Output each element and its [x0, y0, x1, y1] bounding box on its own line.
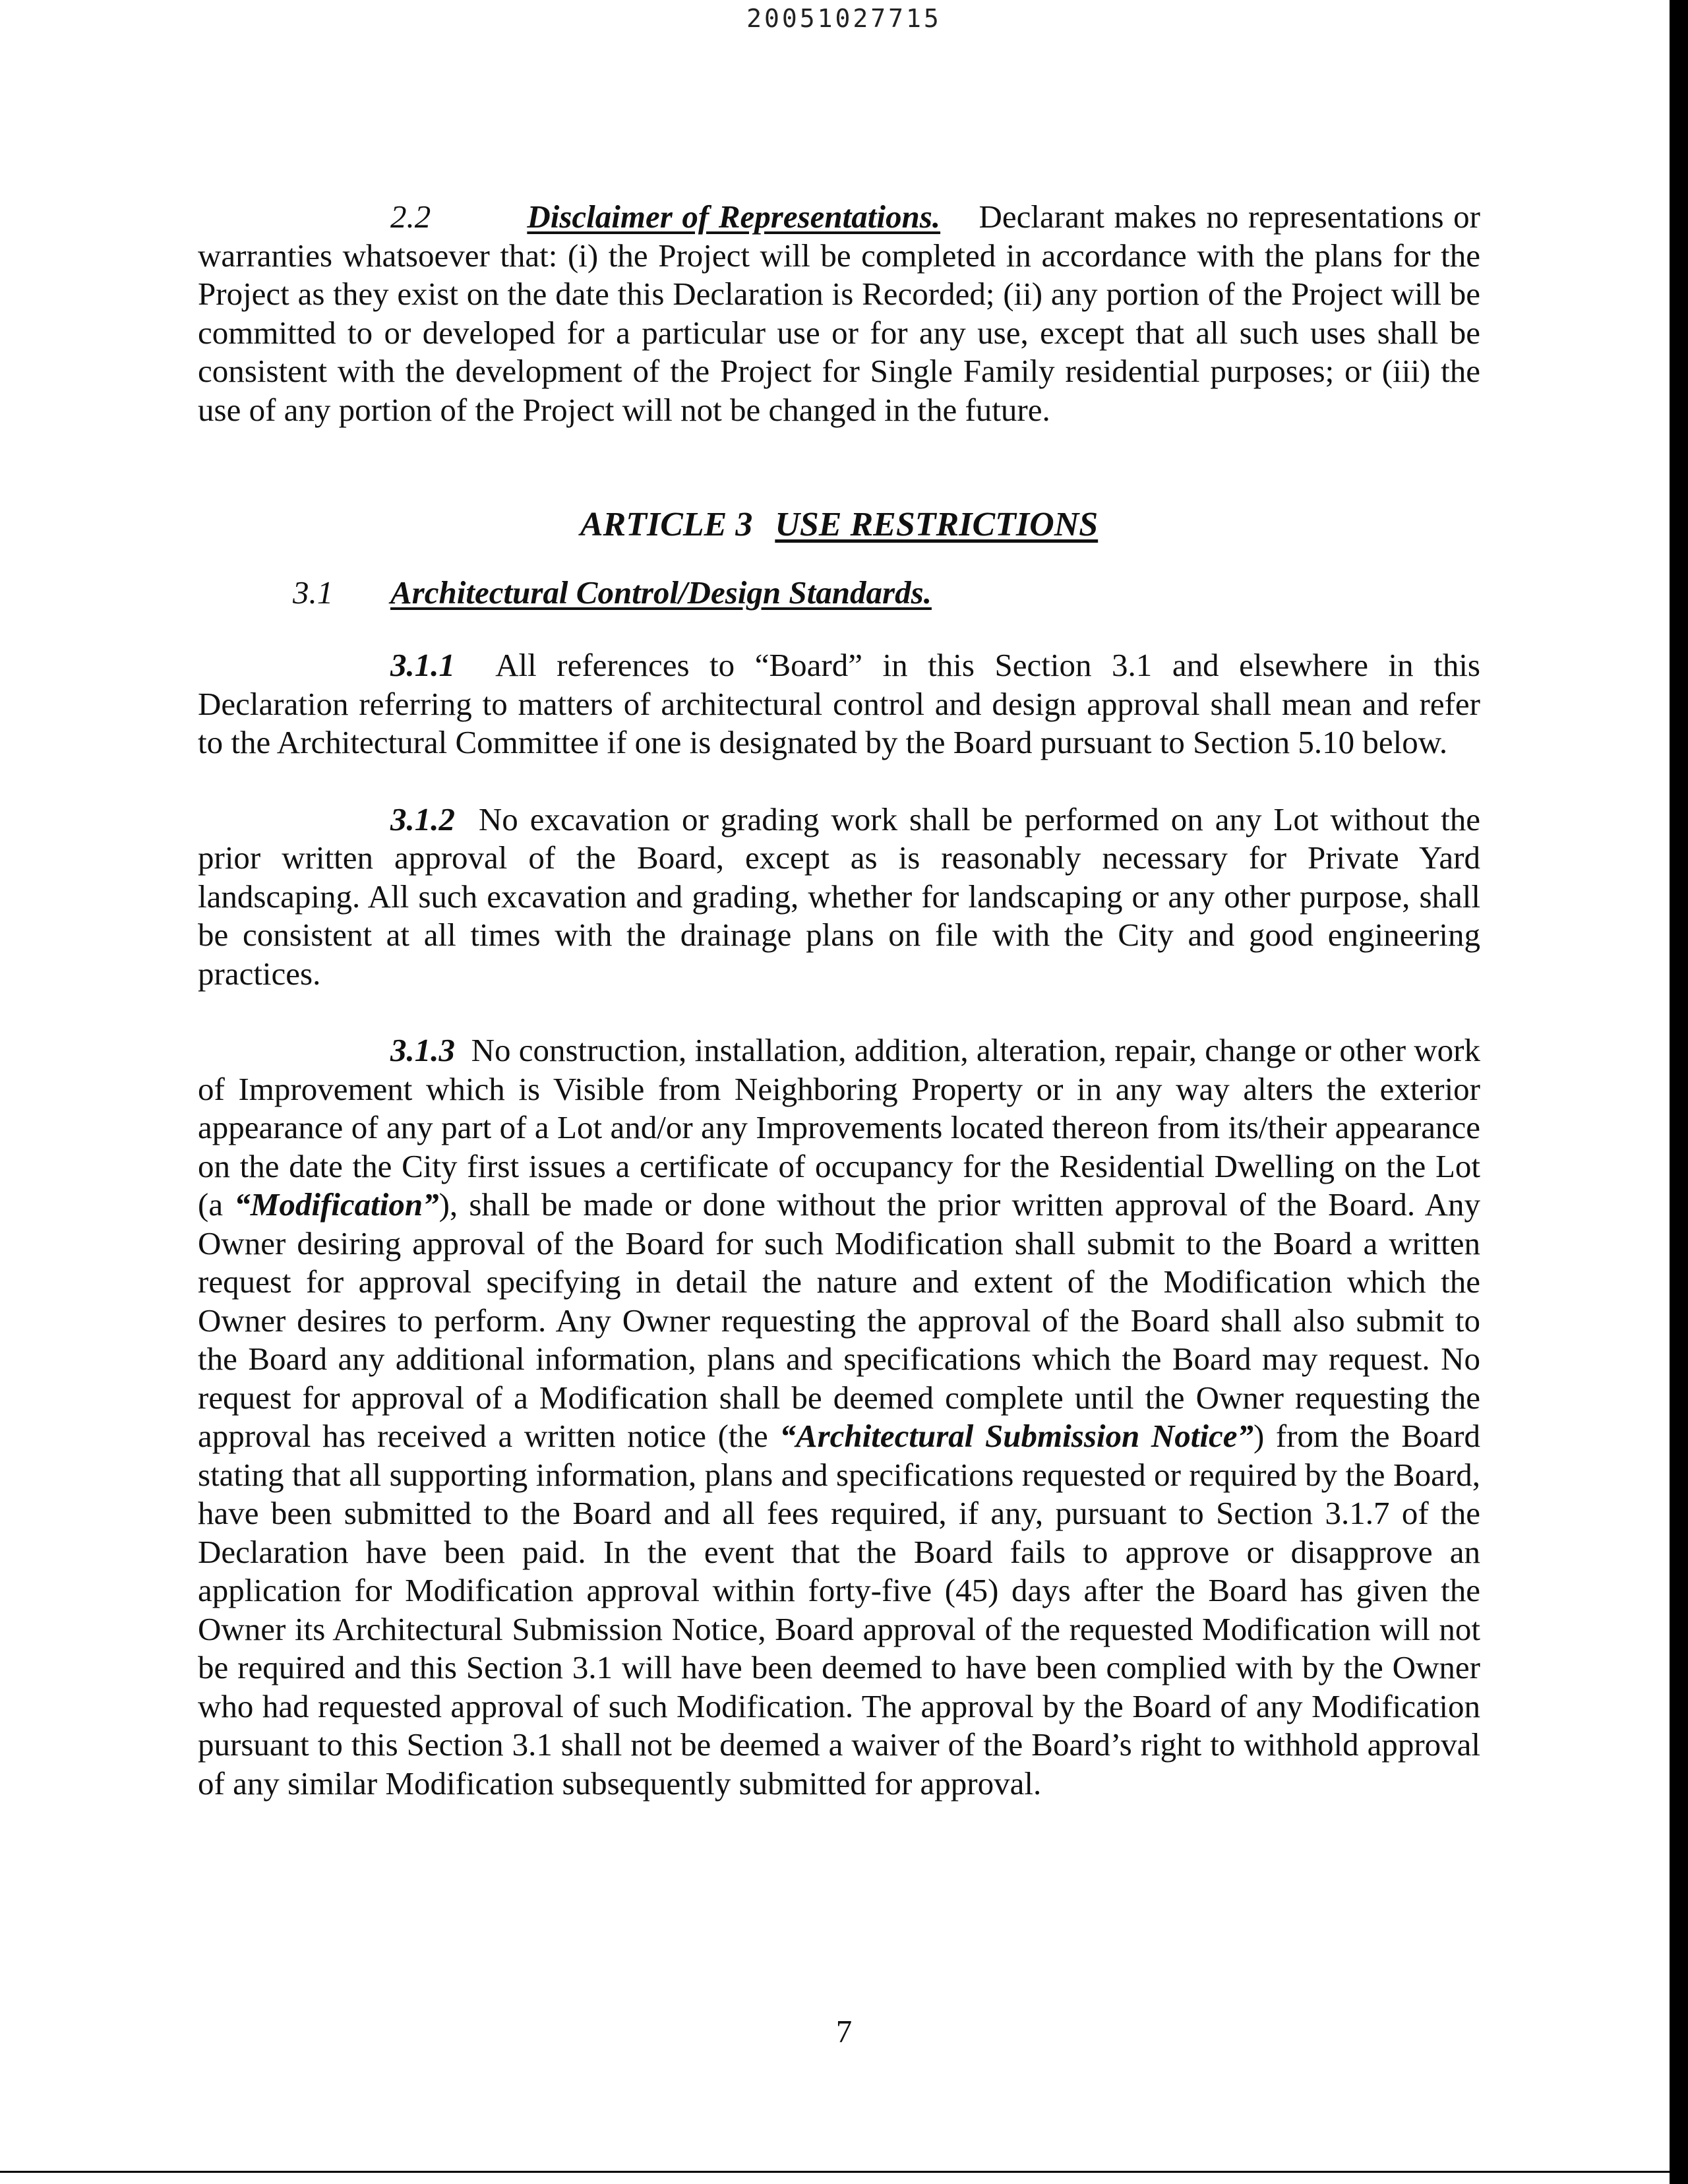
page-number: 7: [835, 2013, 853, 2049]
section-3-1-number: 3.1: [293, 574, 334, 611]
section-3-1-3-text-2: ), shall be made or done without the prior written approval of the Board. Any Owner desiring approval of the Board for such Modification shall submit to the Board a written request for approval specifying in detail the nature and extent of the Modification which the Owner desires to perform. Any Owner requesting the approval of the Board shall also submit to the Board any additional information, plans and specifications which the Board may request. No request for approval of a Modification shall be deemed complete until the Owner requesting the approval has received a written notice (the: [198, 1186, 1480, 1454]
section-3-1-1-text: All references to “Board” in this Section 3.1 and elsewhere in this Declaration referring to matters of architectural control and design approval shall mean and refer to the Architectural Committee if one is designated by the Board pursuant to Section 5.10 below.: [198, 647, 1480, 760]
section-2-2-title: Disclaimer of Representations.: [527, 198, 941, 235]
defined-term-modification: “Modification”: [234, 1186, 439, 1223]
section-2-2-number: 2.2: [390, 198, 431, 235]
defined-term-architectural-submission-notice: “Architectural Submission Notice”: [779, 1418, 1253, 1454]
scan-page-edge: [1670, 0, 1688, 2184]
scan-bottom-rule: [0, 2171, 1688, 2173]
section-3-1-2-paragraph: [198, 801, 1480, 994]
section-2-2-text: Declarant makes no representations or warranties whatsoever that: (i) the Project will be completed in accordance with the plans for the Project as they exist on the date this Declaration is Recorded; (ii) any portion of the Project will be committed to or developed for a particular use or for any use, except that all such uses shall be consistent with the development of the Project for Single Family residential purposes; or (iii) the use of any portion of the Project will not be changed in the future.: [198, 198, 1480, 428]
section-3-1-2-text: No excavation or grading work shall be performed on any Lot without the prior written approval of the Board, except as is reasonably necessary for Private Yard landscaping. All such excavation and grading, whether for landscaping or any other purpose, shall be consistent at all times with the drainage plans on file with the City and good engineering practices.: [198, 801, 1480, 992]
section-3-1-title: Architectural Control/Design Standards.: [390, 574, 932, 611]
section-3-1-heading: [198, 574, 1480, 613]
article-3-heading: [198, 506, 1480, 545]
document-number: 20051027715: [746, 4, 942, 33]
section-3-1-1-number: 3.1.1: [390, 647, 455, 683]
section-3-1-1-paragraph: [198, 646, 1480, 762]
section-3-1-3-paragraph: [198, 1031, 1480, 1803]
section-2-2-paragraph: [198, 198, 1480, 429]
article-3-label: ARTICLE 3: [580, 506, 753, 543]
section-3-1-2-number: 3.1.2: [390, 801, 455, 837]
section-3-1-3-number: 3.1.3: [390, 1032, 455, 1068]
section-3-1-3-text-3: ) from the Board stating that all supporting information, plans and specifications requested or required by the Board, have been submitted to the Board and all fees required, if any, pursuant to Section 3.1.7 of the Declaration have been paid. In the event that the Board fails to approve or disapprove an application for Modification approval within forty-five (45) days after the Board has given the Owner its Architectural Submission Notice, Board approval of the requested Modification will not be required and this Section 3.1 will have been deemed to have been complied with by the Owner who had requested approval of such Modification. The approval by the Board of any Modification pursuant to this Section 3.1 shall not be deemed a waiver of the Board’s right to withhold approval of any similar Modification subsequently submitted for approval.: [198, 1418, 1480, 1802]
page-body: [198, 198, 1480, 1803]
article-3-title: USE RESTRICTIONS: [775, 506, 1099, 543]
section-3-1-3-text-1: No construction, installation, addition, alteration, repair, change or other work of Improvement which is Visible from Neighboring Property or in any way alters the exterior appearance of any part of a Lot and/or any Improvements located thereon from its/their appearance on the date the City first issues a certificate of occupancy for the Residential Dwelling on the Lot (a: [198, 1032, 1481, 1223]
